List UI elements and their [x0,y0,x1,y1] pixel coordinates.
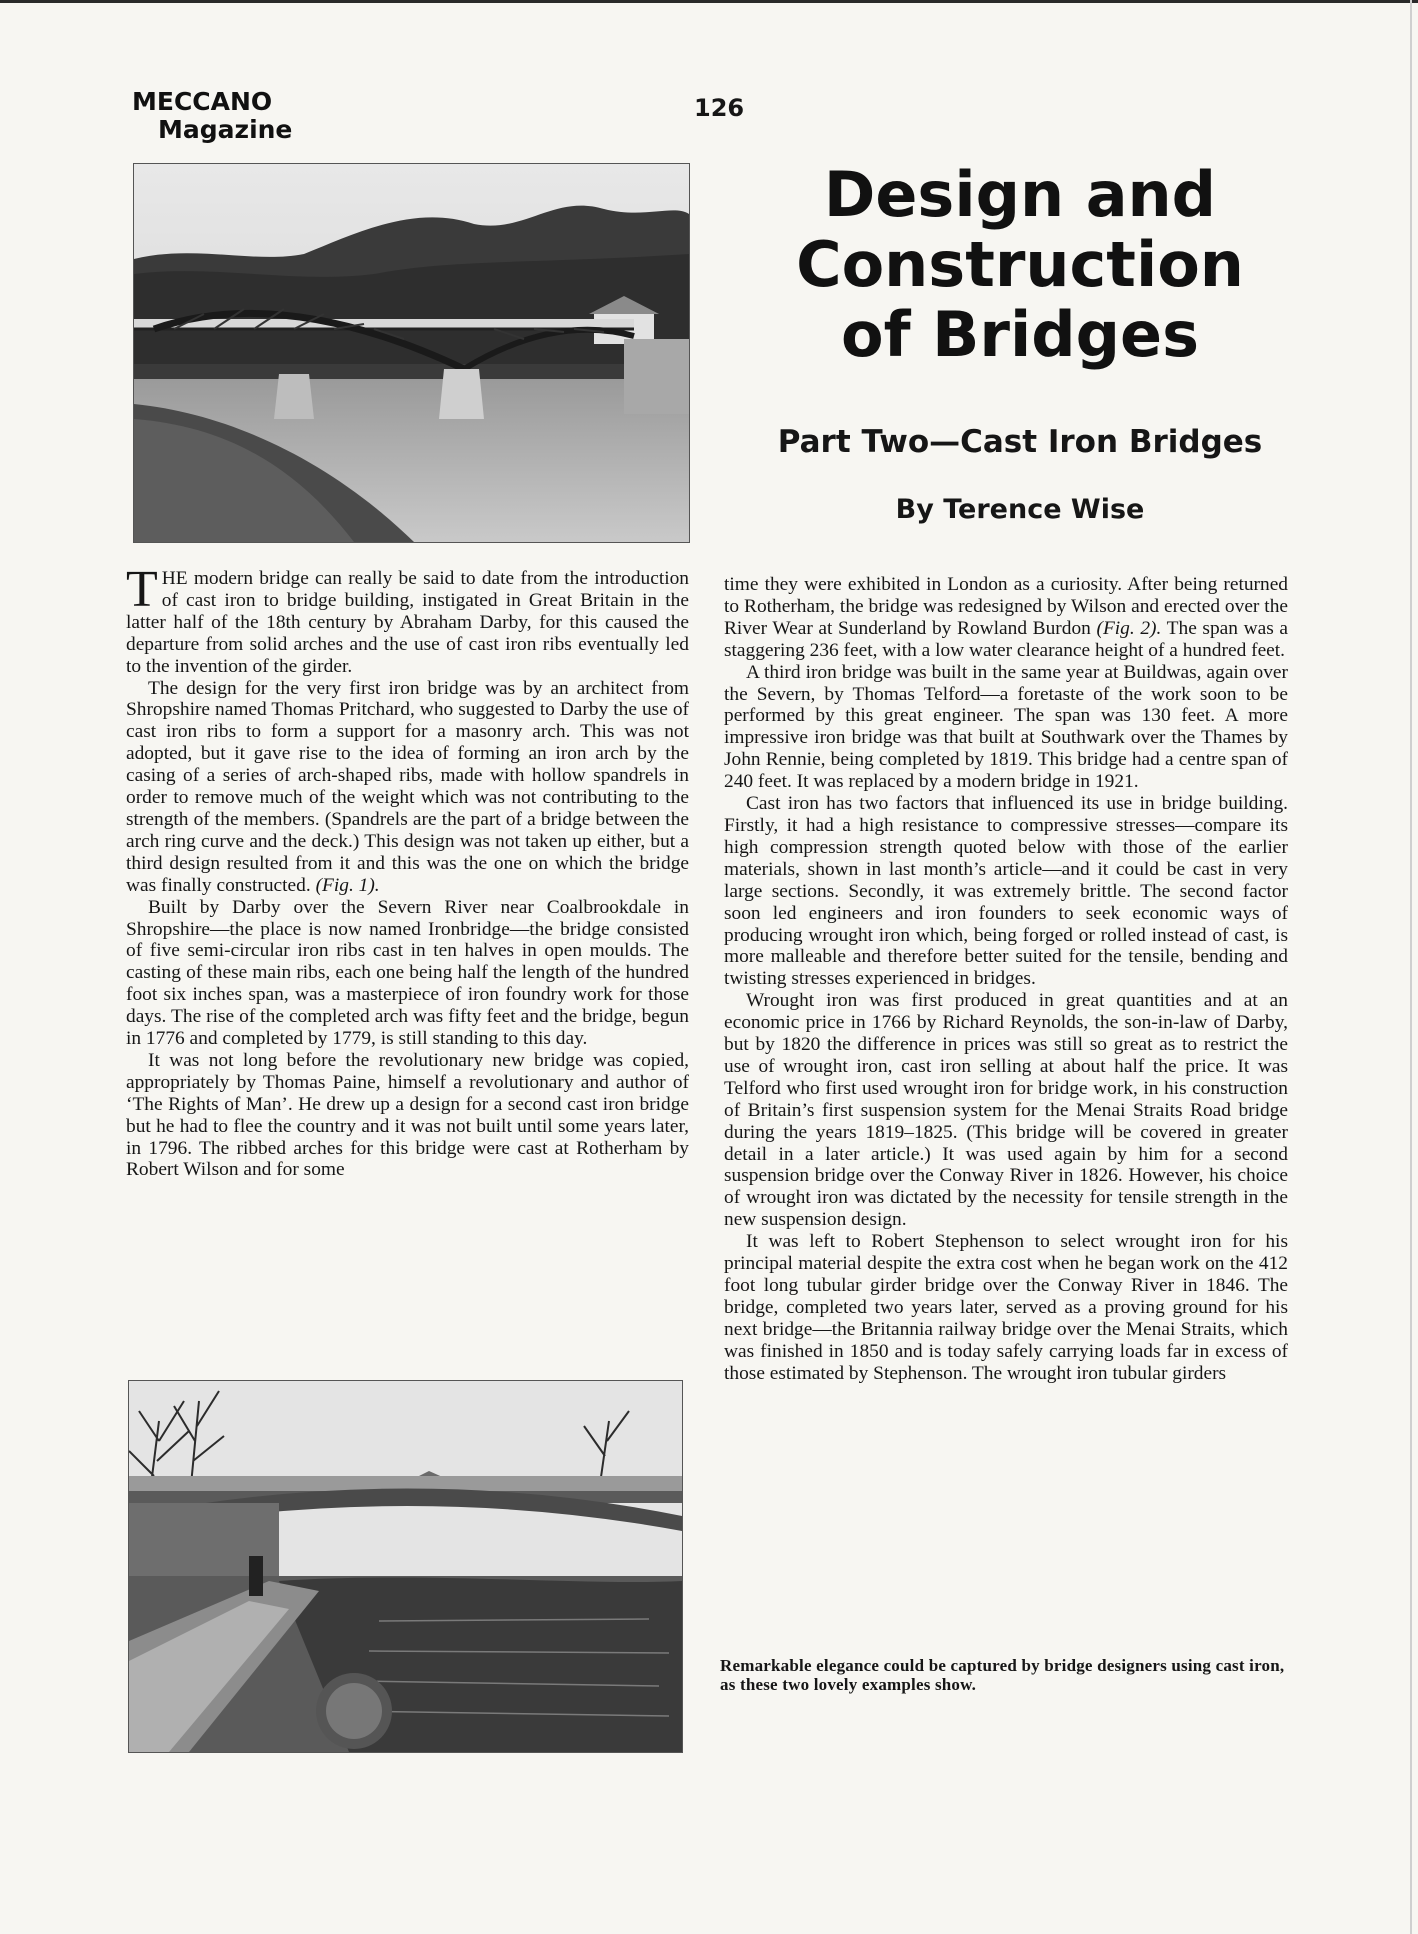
paragraph: Cast iron has two factors that influenced its use in bridge building. Firstly, it had a high resistance to compressive stresses—compare its high compression strength quoted below with those of the earlier materials, shown in last month’s article—and it could be cast in very large sections. Secondly, it was extremely brittle. The second factor soon led engineers and iron founders to seek economic ways of producing wrought iron which, being forged or rolled instead of cast, is more malleable and therefore better suited for the tensile, bending and twisting stresses experienced in bridges. [724,793,1288,990]
paragraph: It was not long before the revolutionary new bridge was copied, appropriately by Thomas Paine, himself a revolutionary and author of ‘The Rights of Man’. He drew up a design for a second cast iron bridge but he had to flee the country and it was not built until some years later, in 1796. The ribbed arches for this bridge were cast at Rotherham by Robert Wilson and for some [126,1049,689,1181]
paragraph: Wrought iron was first produced in great quantities and at an economic price in 1766 by Richard Reynolds, the son-in-law of Darby, but by 1820 the difference in prices was still so great as to restrict the use of wrought iron, cast iron selling at about half the price. It was Telford who first used wrought iron for bridge work, in his construction of Britain’s first suspension system for the Menai Straits Road bridge during the years 1819–1825. (This bridge will be covered in greater detail in a later article.) It was used again by him for a second suspension bridge over the Conway River in 1826. However, his choice of wrought iron was dictated by the necessity for tensile strength in the new suspension design. [724,990,1288,1231]
right-text-column [724,574,1288,1385]
photo-ironbridge [133,163,690,543]
paragraph [724,574,1288,662]
photo-canal-bridge [128,1380,683,1753]
article-subtitle: Part Two—Cast Iron Bridges [777,424,1263,460]
paragraph: It was left to Robert Stephenson to select wrought iron for his principal material despite the extra cost when he began work on the 412 foot long tubular girder bridge over the Conway River in 1846. The bridge, completed two years later, served as a proving ground for his next bridge—the Britannia railway bridge over the Menai Straits, which was finished in 1850 and is today safely carrying loads far in excess of those estimated by Stephenson. The wrought iron tubular girders [724,1231,1288,1384]
page-right-edge [1410,0,1412,1934]
page-top-edge [0,0,1418,3]
paragraph: Built by Darby over the Severn River near Coalbrookdale in Shropshire—the place is now named Ironbridge—the bridge consisted of five semi-circular iron ribs cast in ten halves in open moulds. The casting of these main ribs, each one being half the length of the hundred foot six inches span, was a masterpiece of iron foundry work for those days. The rise of the completed arch was fifty feet and the bridge, begun in 1776 and completed by 1779, is still standing to this day. [126,896,689,1050]
paragraph-text: The design for the very first iron bridge was by an architect from Shropshire named Thomas Pritchard, who suggested to Darby the use of cast iron ribs to form a support for a masonry arch. This was not adopted, but it gave rise to the idea of forming an iron arch by the casing of a series of arch-shaped ribs, made with hollow spandrels in order to remove much of the weight which was not contributing to the strength of the members. (Spandrels are the part of a bridge between the arch ring curve and the deck.) This design was not taken up either, but a third design resulted from it and this was the one on which the bridge was finally constructed. [126,677,689,896]
figure-reference: (Fig. 1). [315,874,380,896]
paragraph [126,678,689,897]
title-line-1: Design and [823,158,1217,231]
drop-cap: T [126,561,158,618]
figure-reference: (Fig. 2). [1096,617,1162,639]
article-byline: By Terence Wise [895,494,1145,525]
left-text-column [126,561,689,1181]
paragraph: A third iron bridge was built in the same year at Buildwas, again over the Severn, by Thomas Telford—a foretaste of the work soon to be performed by this great engineer. The span was 130 feet. A more impressive iron bridge was that built at Southwark over the Thames by John Rennie, being completed by 1819. This bridge had a centre span of 240 feet. It was replaced by a modern bridge in 1921. [724,661,1288,793]
paragraph-intro [126,561,689,678]
paragraph-text: HE modern bridge can really be said to date from the introduction of cast iron to bridge building, instigated in Great Britain in the latter half of the 18th century by Abraham Darby, for this caused the departure from solid arches and the use of cast iron ribs eventually led to the invention of the girder. [126,568,689,677]
masthead-line-2: Magazine [158,115,293,144]
title-line-2: Construction [796,228,1244,301]
article-title [720,160,1320,370]
page-number: 126 [694,94,745,122]
photo-caption: Remarkable elegance could be captured by bridge designers using cast iron, as these two lovely examples show. [720,1656,1285,1694]
masthead-line-1: MECCANO [132,87,273,116]
magazine-masthead [132,88,292,144]
title-line-3: of Bridges [841,298,1199,371]
paragraph-text: The span was a staggering 236 feet, with a low water clearance height of a hundred feet. [724,617,1289,661]
paragraph-text: time they were exhibited in London as a curiosity. After being returned to Rotherham, the bridge was redesigned by Wilson and erected over the River Wear at Sunderland by Rowland Burdon [724,574,1288,639]
